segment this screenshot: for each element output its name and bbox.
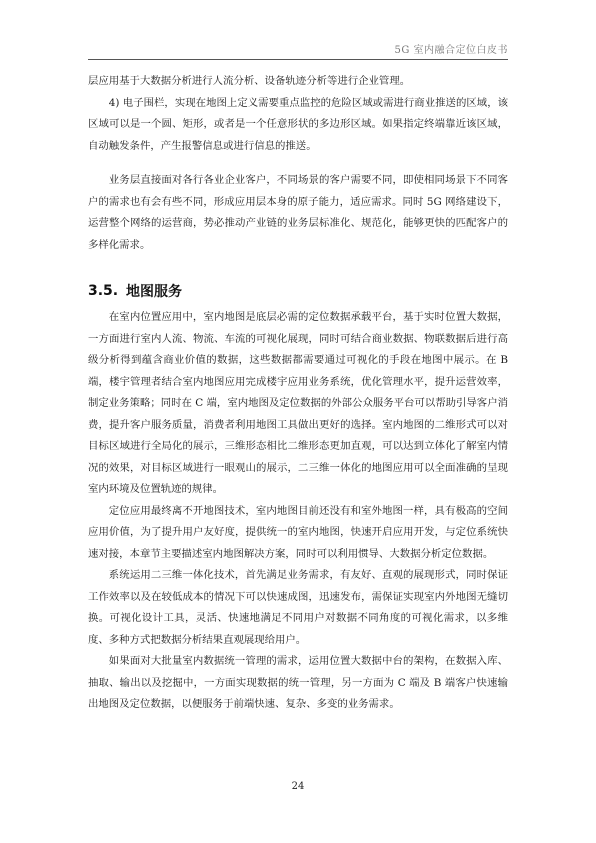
body-paragraph: 如果面对大批量室内数据统一管理的需求，运用位置大数据中台的架构，在数据入库、抽取、输出以及挖掘中，一方面实现数据的统一管理，另一方面为 C 端及 B 端客户快速输出地图及定位数据，以便服务于前端快速、复杂、多变的业务需求。 xyxy=(88,655,508,710)
section-number: 3.5. xyxy=(88,283,119,299)
body-paragraph: 在室内位置应用中，室内地图是底层必需的定位数据承载平台，基于实时位置大数据，一方面进行室内人流、物流、车流的可视化展现，同时可结合商业数据、物联数据后进行高级分析得到蕴含商业价值的数据，这些数据都需要通过可视化的手段在地图中展示。在 B 端，楼宇管理者结合室内地图应用完成楼宇应用业务系统，优化管理水平，提升运营效率，制定业务策略；同时在 C 端，室内地图及定位数据的外部公众服务平台可以帮助引导客户消费，提升客户服务质量，消费者利用地图工具做出更好的选择。室内地图的二维形式可以对目标区域进行全局化的展示，三维形态相比二维形态更加直观，可以达到立体化了解室内情况的效果，对目标区域进行一眼观山的展示，二三维一体化的地图应用可以全面准确的呈现室内环境及位置轨迹的规律。 xyxy=(88,311,508,495)
page-number: 24 xyxy=(291,781,305,792)
body-paragraph: 定位应用最终离不开地图技术，室内地图目前还没有和室外地图一样，具有极高的空间应用价值，为了提升用户友好度，提供统一的室内地图，快速开启应用开发，与定位系统快速对接，本章节主要描述室内地图解决方案，同时可以利用惯导、大数据分析定位数据。 xyxy=(88,504,508,560)
header-divider xyxy=(88,59,508,60)
section-heading xyxy=(88,280,508,302)
page-body xyxy=(88,71,508,716)
body-paragraph: 系统运用二三维一体化技术，首先满足业务需求，有友好、直观的展现形式，同时保证工作效率以及在较低成本的情况下可以快速成图，迅速发布，需保证实现室内外地图无缝切换。可视化设计工具，灵活、快速地满足不同用户对数据不同角度的可视化需求，以多维度、多种方式把数据分析结果直观展现给用户。 xyxy=(88,569,508,646)
paragraph-spacer xyxy=(88,157,508,170)
section-title: 地图服务 xyxy=(126,284,182,300)
body-paragraph: 层应用基于大数据分析进行人流分析、设备轨迹分析等进行企业管理。 xyxy=(88,75,411,87)
body-paragraph: 业务层直接面对各行各业企业客户，不同场景的客户需要不同，即使相同场景下不同客户的需求也有会有些不同，形成应用层本身的原子能力，适应需求。同时 5G 网络建设下，运营整个网络的运营商，势必推动产业链的业务层标准化、规范化，能够更快的匹配客户的多样化需求。 xyxy=(88,174,508,251)
running-header-title: 5G 室内融合定位白皮书 xyxy=(394,45,508,56)
list-item-electronic-fence: 4) 电子围栏，实现在地图上定义需要重点监控的危险区域或需进行商业推送的区域，该区域可以是一个圆、矩形，或者是一个任意形状的多边形区域。如果指定终端靠近该区域，自动触发条件，产生报警信息或进行信息的推送。 xyxy=(88,96,508,152)
